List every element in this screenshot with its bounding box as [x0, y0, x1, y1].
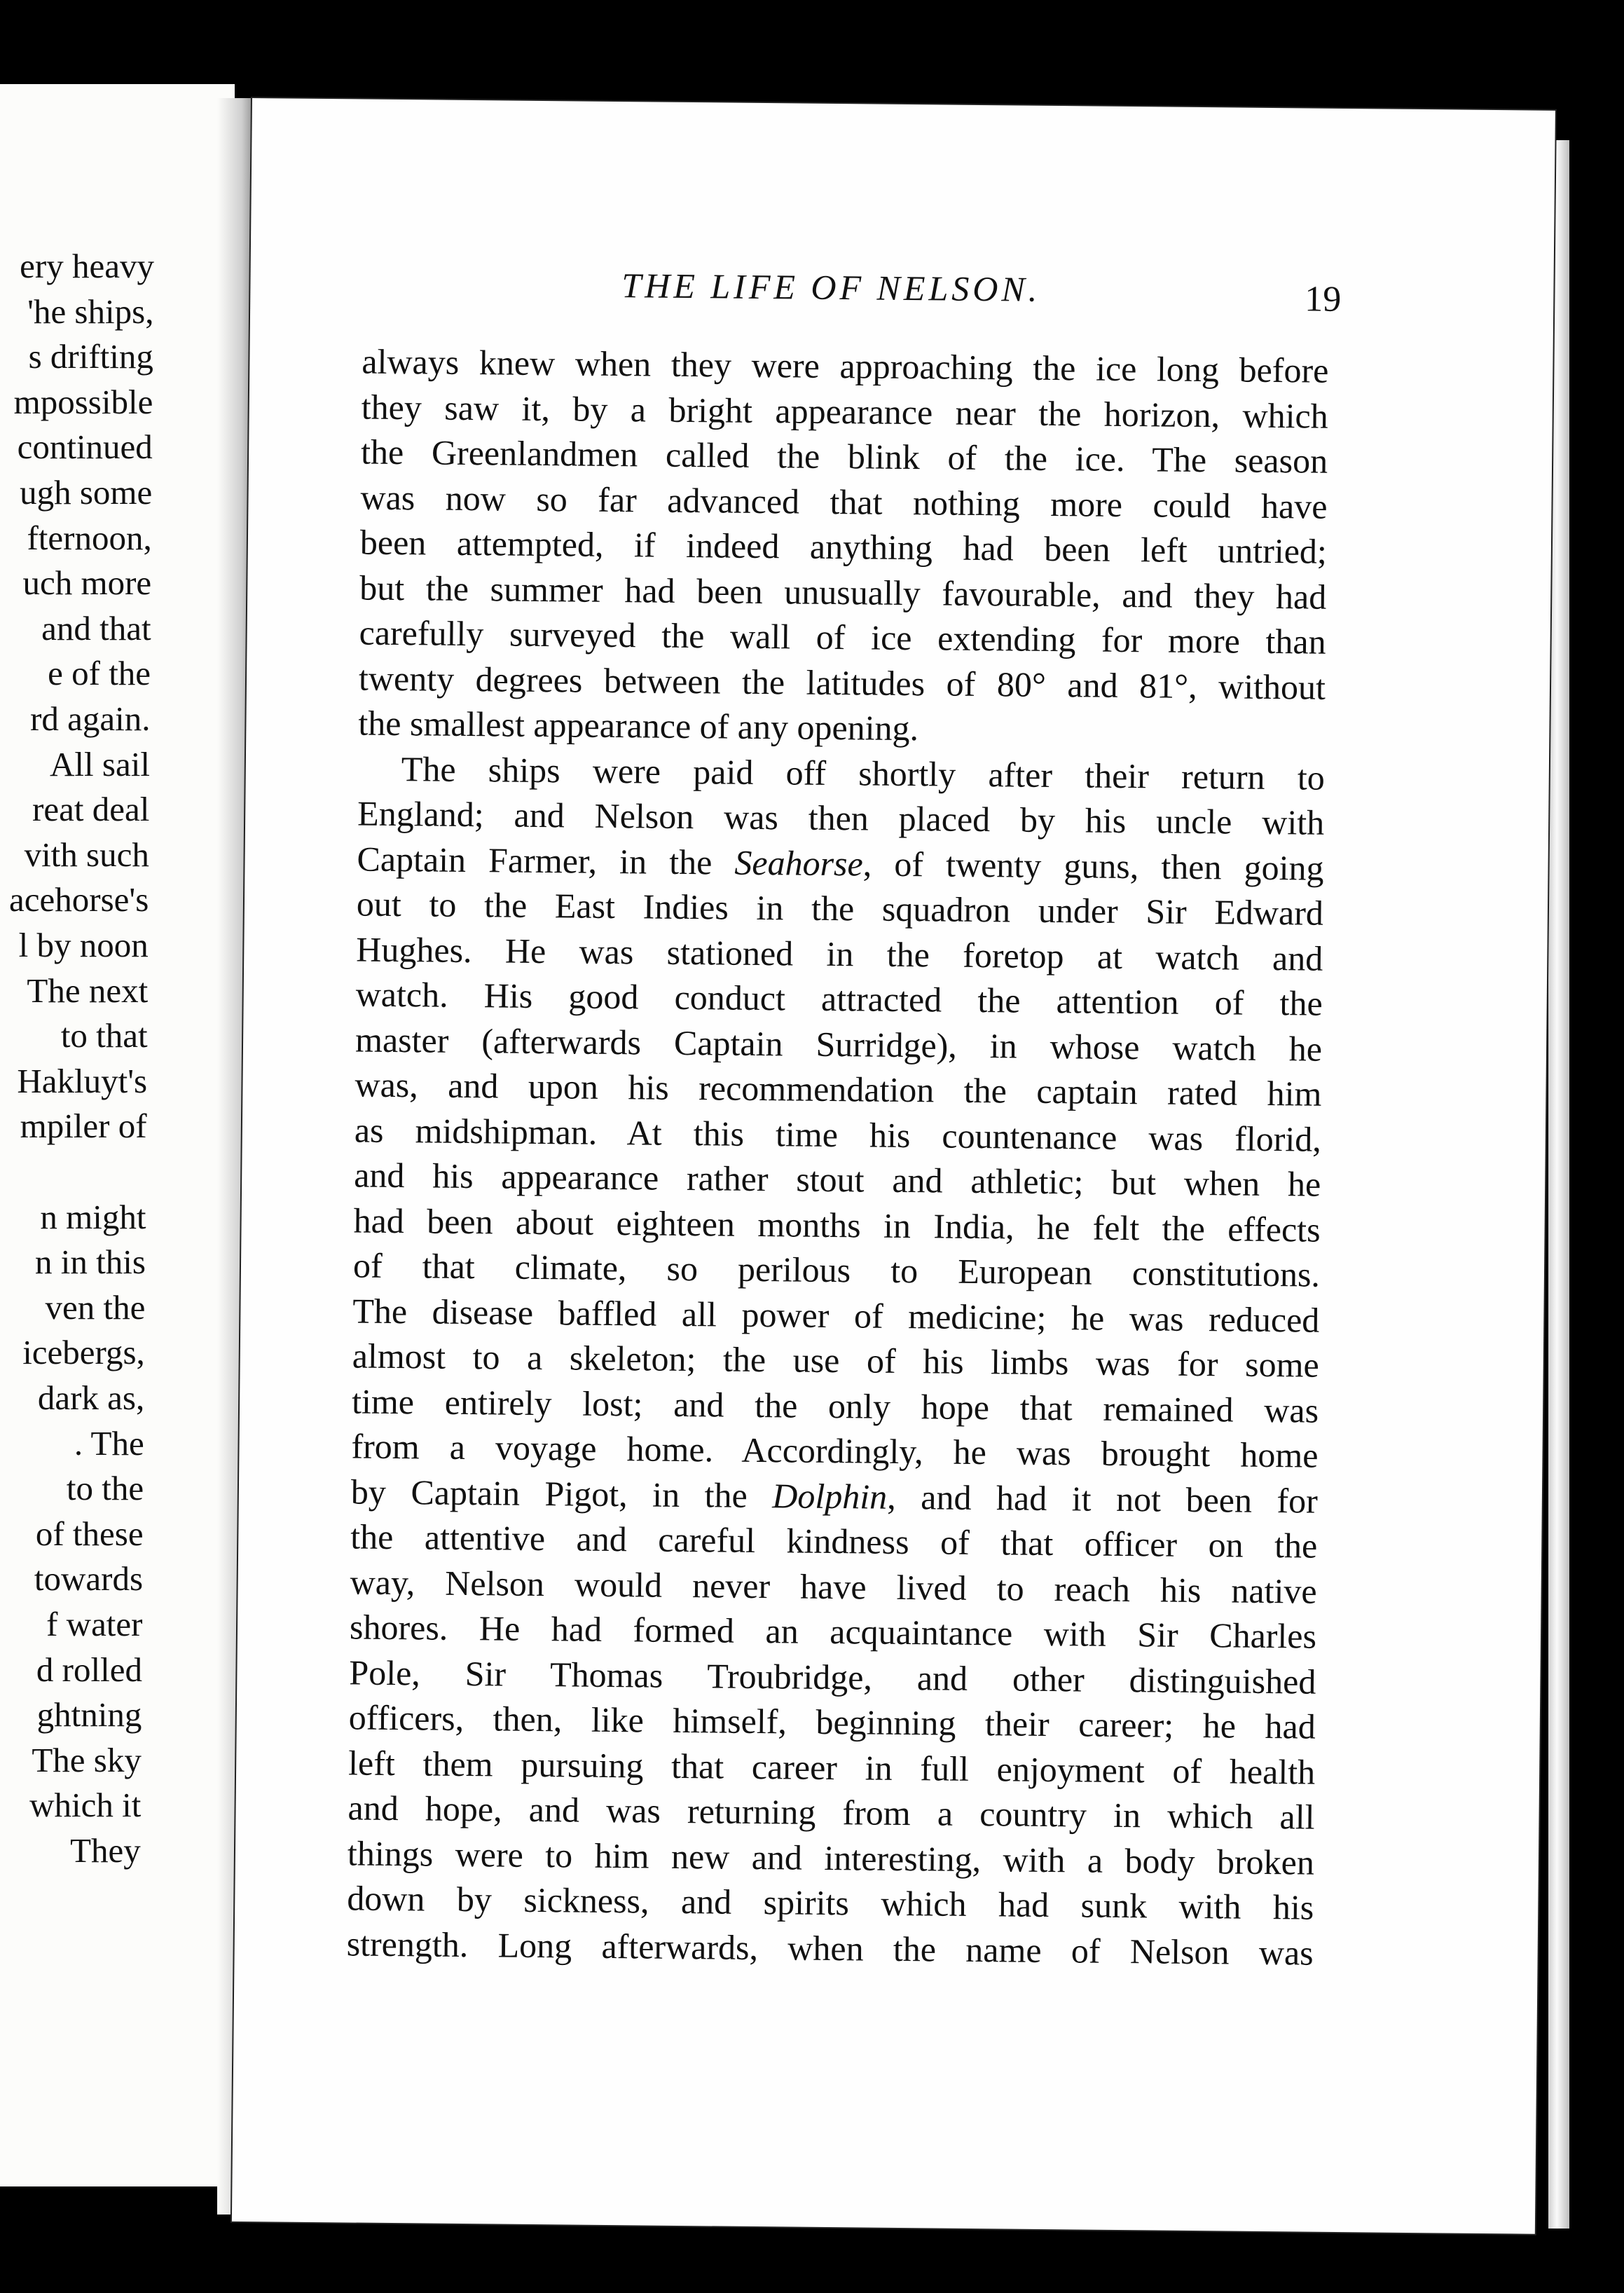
left-page-line: uch more: [22, 563, 152, 603]
left-page-line: Hakluyt's: [17, 1061, 148, 1100]
left-page-line: 'he ships,: [27, 292, 154, 331]
text-line: of that climate, so perilous to European constitutions.: [352, 1245, 1321, 1294]
left-page-line: . The: [74, 1423, 144, 1463]
text-line: watch. His good conduct attracted the attention of the: [355, 974, 1323, 1023]
text-line: shores. He had formed an acquaintance with Sir Charles: [349, 1607, 1317, 1656]
left-page-line: n in this: [34, 1243, 146, 1282]
text-line: out to the East Indies in the squadron under Sir Edward: [356, 884, 1324, 933]
text-line: The disease baffled all power of medicine; he was reduced: [352, 1290, 1320, 1340]
text-line: they saw it, by a bright appearance near the horizon, which: [361, 387, 1328, 436]
left-page-line: ghtning: [36, 1695, 142, 1734]
left-page-line: continued: [17, 427, 153, 467]
left-page-line: n might: [40, 1197, 146, 1236]
left-page-line: mpossible: [13, 382, 153, 421]
left-page-line: towards: [34, 1559, 144, 1599]
text-line: and his appearance rather stout and athletic; but when he: [353, 1155, 1321, 1204]
ship-name: Seahorse: [734, 842, 864, 883]
text-line: had been about eighteen months in India, he felt the effects: [353, 1200, 1321, 1250]
text-line: carefully surveyed the wall of ice extending for more than: [359, 612, 1326, 662]
left-page-line: ery heavy: [20, 247, 154, 285]
text-line: twenty degrees between the latitudes of 80° and 81°, without: [358, 657, 1326, 707]
left-page-line: rd again.: [30, 699, 151, 738]
text-line: England; and Nelson was then placed by his uncle with: [357, 793, 1325, 842]
text-line: always knew when they were approaching the ice long before: [362, 341, 1329, 390]
text-line: the attentive and careful kindness of that officer on the: [350, 1517, 1318, 1566]
text-line: Hughes. He was stationed in the foretop at watch and: [356, 929, 1323, 978]
ship-name: Dolphin: [772, 1475, 888, 1517]
text-line: was now so far advanced that nothing more could have: [360, 477, 1328, 526]
left-page-line: icebergs,: [22, 1333, 145, 1372]
text-segment: Captain Farmer, in the: [357, 838, 735, 882]
text-line: the smallest appearance of any opening.: [358, 703, 919, 748]
text-line: as midshipman. At this time his countenance was florid,: [354, 1109, 1322, 1159]
text-line: things were to him new and interesting, with a body broken: [347, 1833, 1315, 1882]
left-page-line: f water: [46, 1605, 143, 1643]
text-segment: , of twenty guns, then going: [862, 843, 1324, 888]
text-line: down by sickness, and spirits which had sunk with his: [347, 1878, 1314, 1927]
text-line: from a voyage home. Accordingly, he was brought home: [351, 1426, 1319, 1475]
left-page-line: ven the: [45, 1287, 146, 1327]
text-segment: by Captain Pigot, in the: [350, 1471, 773, 1515]
left-page: [0, 84, 235, 2186]
left-page-line: All sail: [50, 744, 150, 783]
left-page-line: acehorse's: [9, 880, 149, 919]
left-page-line: reat deal: [32, 790, 150, 829]
left-page-line: ugh some: [20, 473, 153, 512]
text-line: but the summer had been unusually favourable, and they had: [359, 568, 1327, 617]
left-page-line: of these: [35, 1514, 144, 1553]
page-number: 19: [1305, 279, 1342, 320]
body-text: [346, 339, 1328, 1976]
text-line: The ships were paid off shortly after their return to: [401, 748, 1326, 798]
left-page-line: They: [70, 1831, 141, 1870]
text-line: was, and upon his recommendation the captain rated him: [355, 1065, 1322, 1114]
left-page-line: which it: [29, 1786, 142, 1825]
left-page-line: mpiler of: [20, 1107, 147, 1146]
right-page: [232, 98, 1555, 2234]
running-head: THE LIFE OF NELSON.: [621, 266, 1041, 309]
left-page-line: e of the: [48, 654, 151, 693]
text-line: officers, then, like himself, beginning their career; he had: [348, 1697, 1316, 1746]
text-line: and hope, and was returning from a country in which all: [347, 1788, 1315, 1837]
left-page-line: d rolled: [36, 1650, 142, 1689]
text-line: left them pursuing that career in full enjoyment of health: [347, 1742, 1316, 1792]
text-line: master (afterwards Captain Surridge), in whose watch he: [355, 1019, 1323, 1069]
left-page-line: vith such: [24, 835, 149, 874]
text-line: the Greenlandmen called the blink of the ice. The season: [360, 432, 1328, 481]
text-line: way, Nelson would never have lived to reach his native: [350, 1561, 1317, 1611]
left-page-line: dark as,: [37, 1378, 145, 1417]
left-page-line: to that: [60, 1016, 148, 1055]
text-line: Pole, Sir Thomas Troubridge, and other distinguished: [349, 1652, 1316, 1702]
left-page-line: l by noon: [18, 926, 149, 964]
left-page-line: The next: [27, 971, 149, 1010]
text-line: time entirely lost; and the only hope that remained was: [351, 1381, 1319, 1430]
text-segment: , and had it not been for: [886, 1477, 1319, 1521]
left-page-line: The sky: [32, 1740, 142, 1779]
left-page-line: s drifting: [28, 337, 153, 376]
left-page-line: fternoon,: [27, 518, 152, 557]
left-page-line: and that: [41, 608, 151, 648]
text-line: been attempted, if indeed anything had been left untried;: [359, 522, 1328, 571]
text-line: strength. Long afterwards, when the name of Nelson was: [346, 1923, 1314, 1973]
left-page-line: to the: [66, 1469, 144, 1508]
text-line: almost to a skeleton; the use of his limbs was for some: [352, 1336, 1319, 1385]
